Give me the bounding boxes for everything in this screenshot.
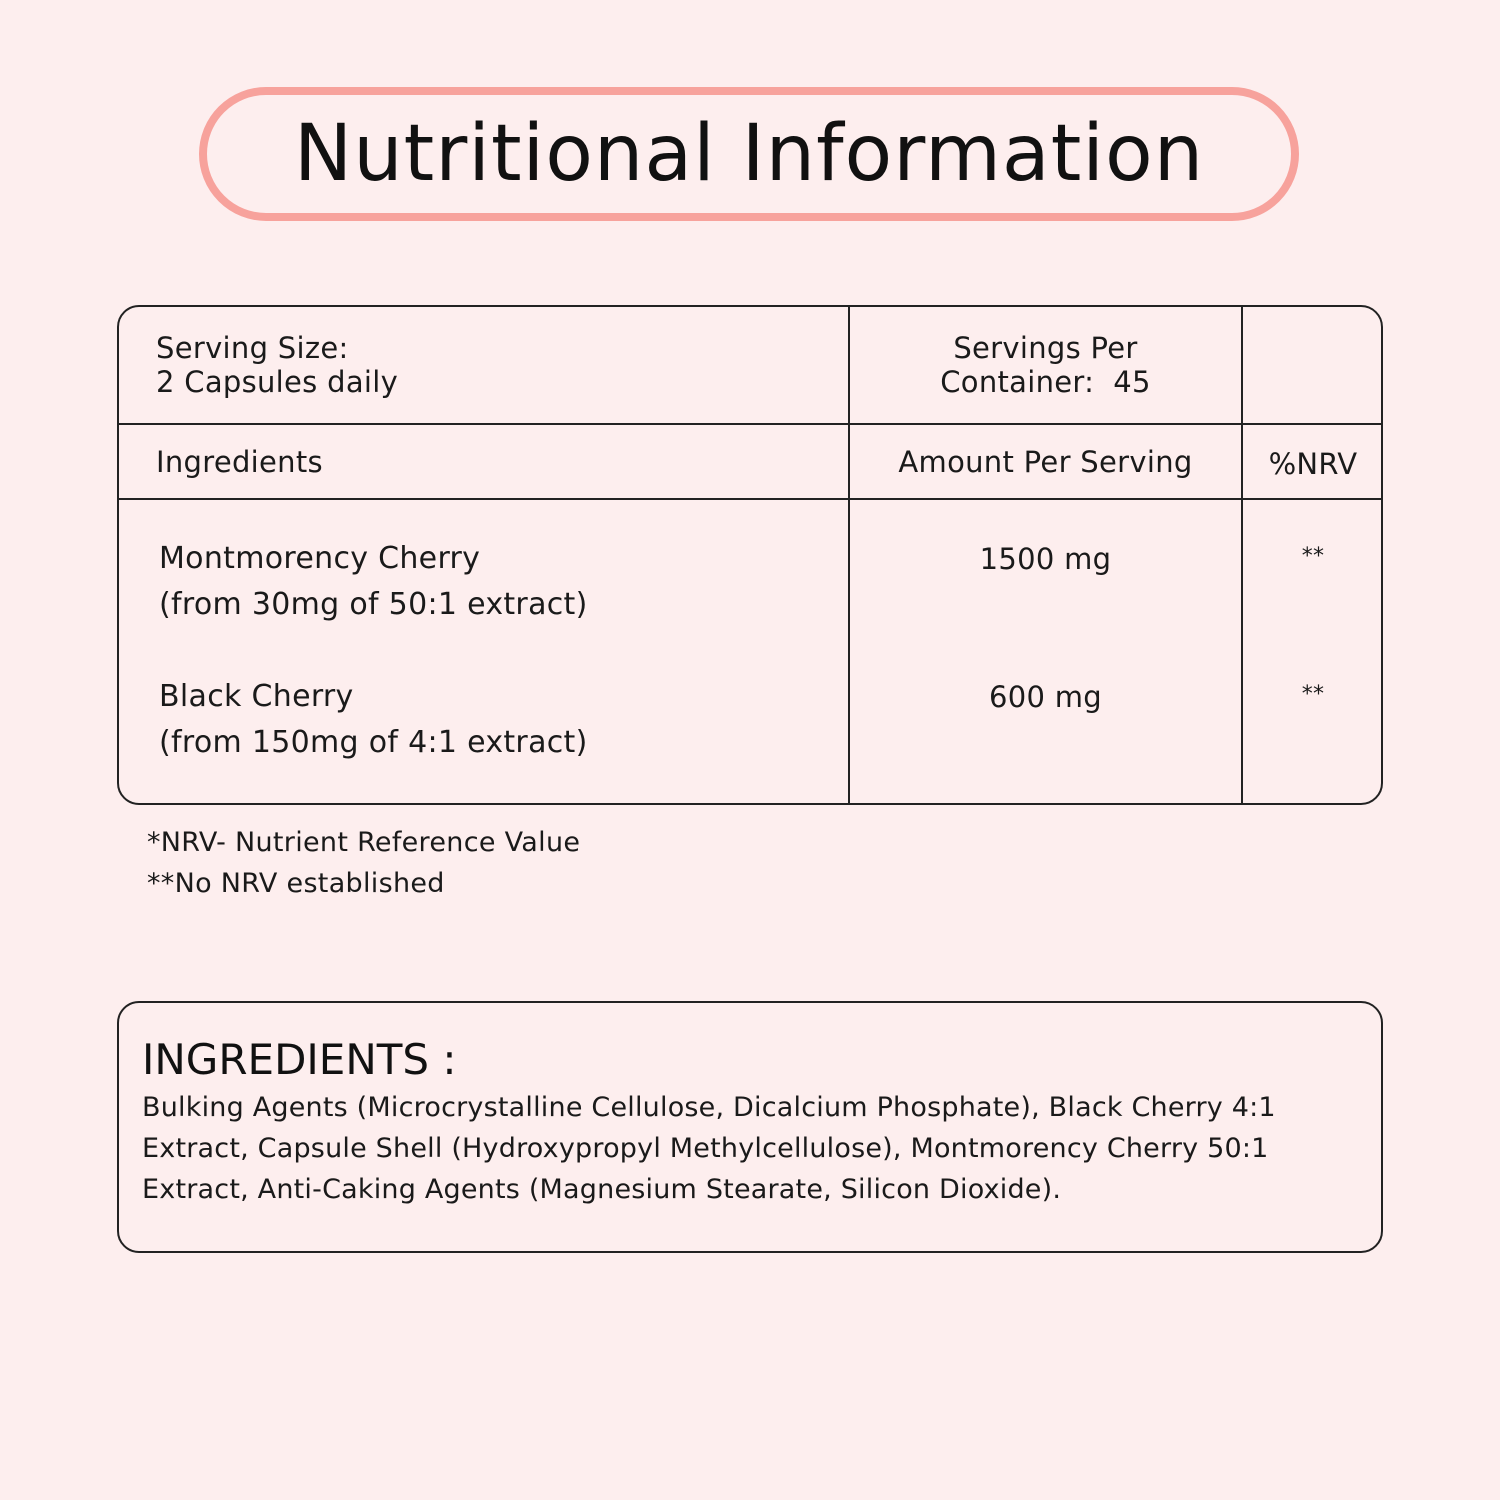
footnote: *NRV- Nutrient Reference Value	[147, 827, 581, 858]
ingredient-name: Black Cherry	[159, 679, 354, 714]
servings-per-label: Servings Per	[953, 331, 1138, 365]
ingredient-name: Montmorency Cherry	[159, 541, 481, 576]
table-row	[159, 536, 588, 628]
nrv-value: **	[1301, 544, 1325, 569]
nrv-value: **	[1301, 682, 1325, 707]
servings-per-container	[850, 331, 1241, 399]
table-row	[159, 674, 588, 766]
footnote: **No NRV established	[147, 868, 445, 899]
ingredient-note: (from 30mg of 50:1 extract)	[159, 587, 588, 622]
row-divider	[119, 498, 1381, 500]
header-amount: Amount Per Serving	[898, 445, 1193, 479]
servings-per-value: Container: 45	[940, 365, 1151, 399]
row-divider	[119, 423, 1381, 425]
amount-value: 600 mg	[988, 680, 1103, 714]
nutrition-table	[117, 305, 1383, 805]
serving-size-value: 2 Capsules daily	[156, 365, 399, 399]
page-title: Nutritional Information	[293, 109, 1205, 199]
amount-value: 1500 mg	[979, 542, 1112, 576]
serving-size	[156, 331, 398, 399]
header-ingredients: Ingredients	[156, 445, 323, 479]
header-nrv: %NRV	[1268, 447, 1358, 481]
serving-size-label: Serving Size:	[156, 331, 349, 365]
title-pill	[199, 87, 1299, 221]
ingredient-note: (from 150mg of 4:1 extract)	[159, 725, 588, 760]
ingredients-list: Bulking Agents (Microcrystalline Cellulose, Dicalcium Phosphate), Black Cherry 4:1 Extract, Capsule Shell (Hydroxypropyl Methylcellulose), Montmorency Cherry 50:1 Extract, Anti-Caking Agents (Magnesium Stearate, Silicon Dioxide).	[142, 1092, 1276, 1205]
ingredients-heading: INGREDIENTS :	[142, 1035, 457, 1084]
ingredients-box	[117, 1001, 1383, 1253]
